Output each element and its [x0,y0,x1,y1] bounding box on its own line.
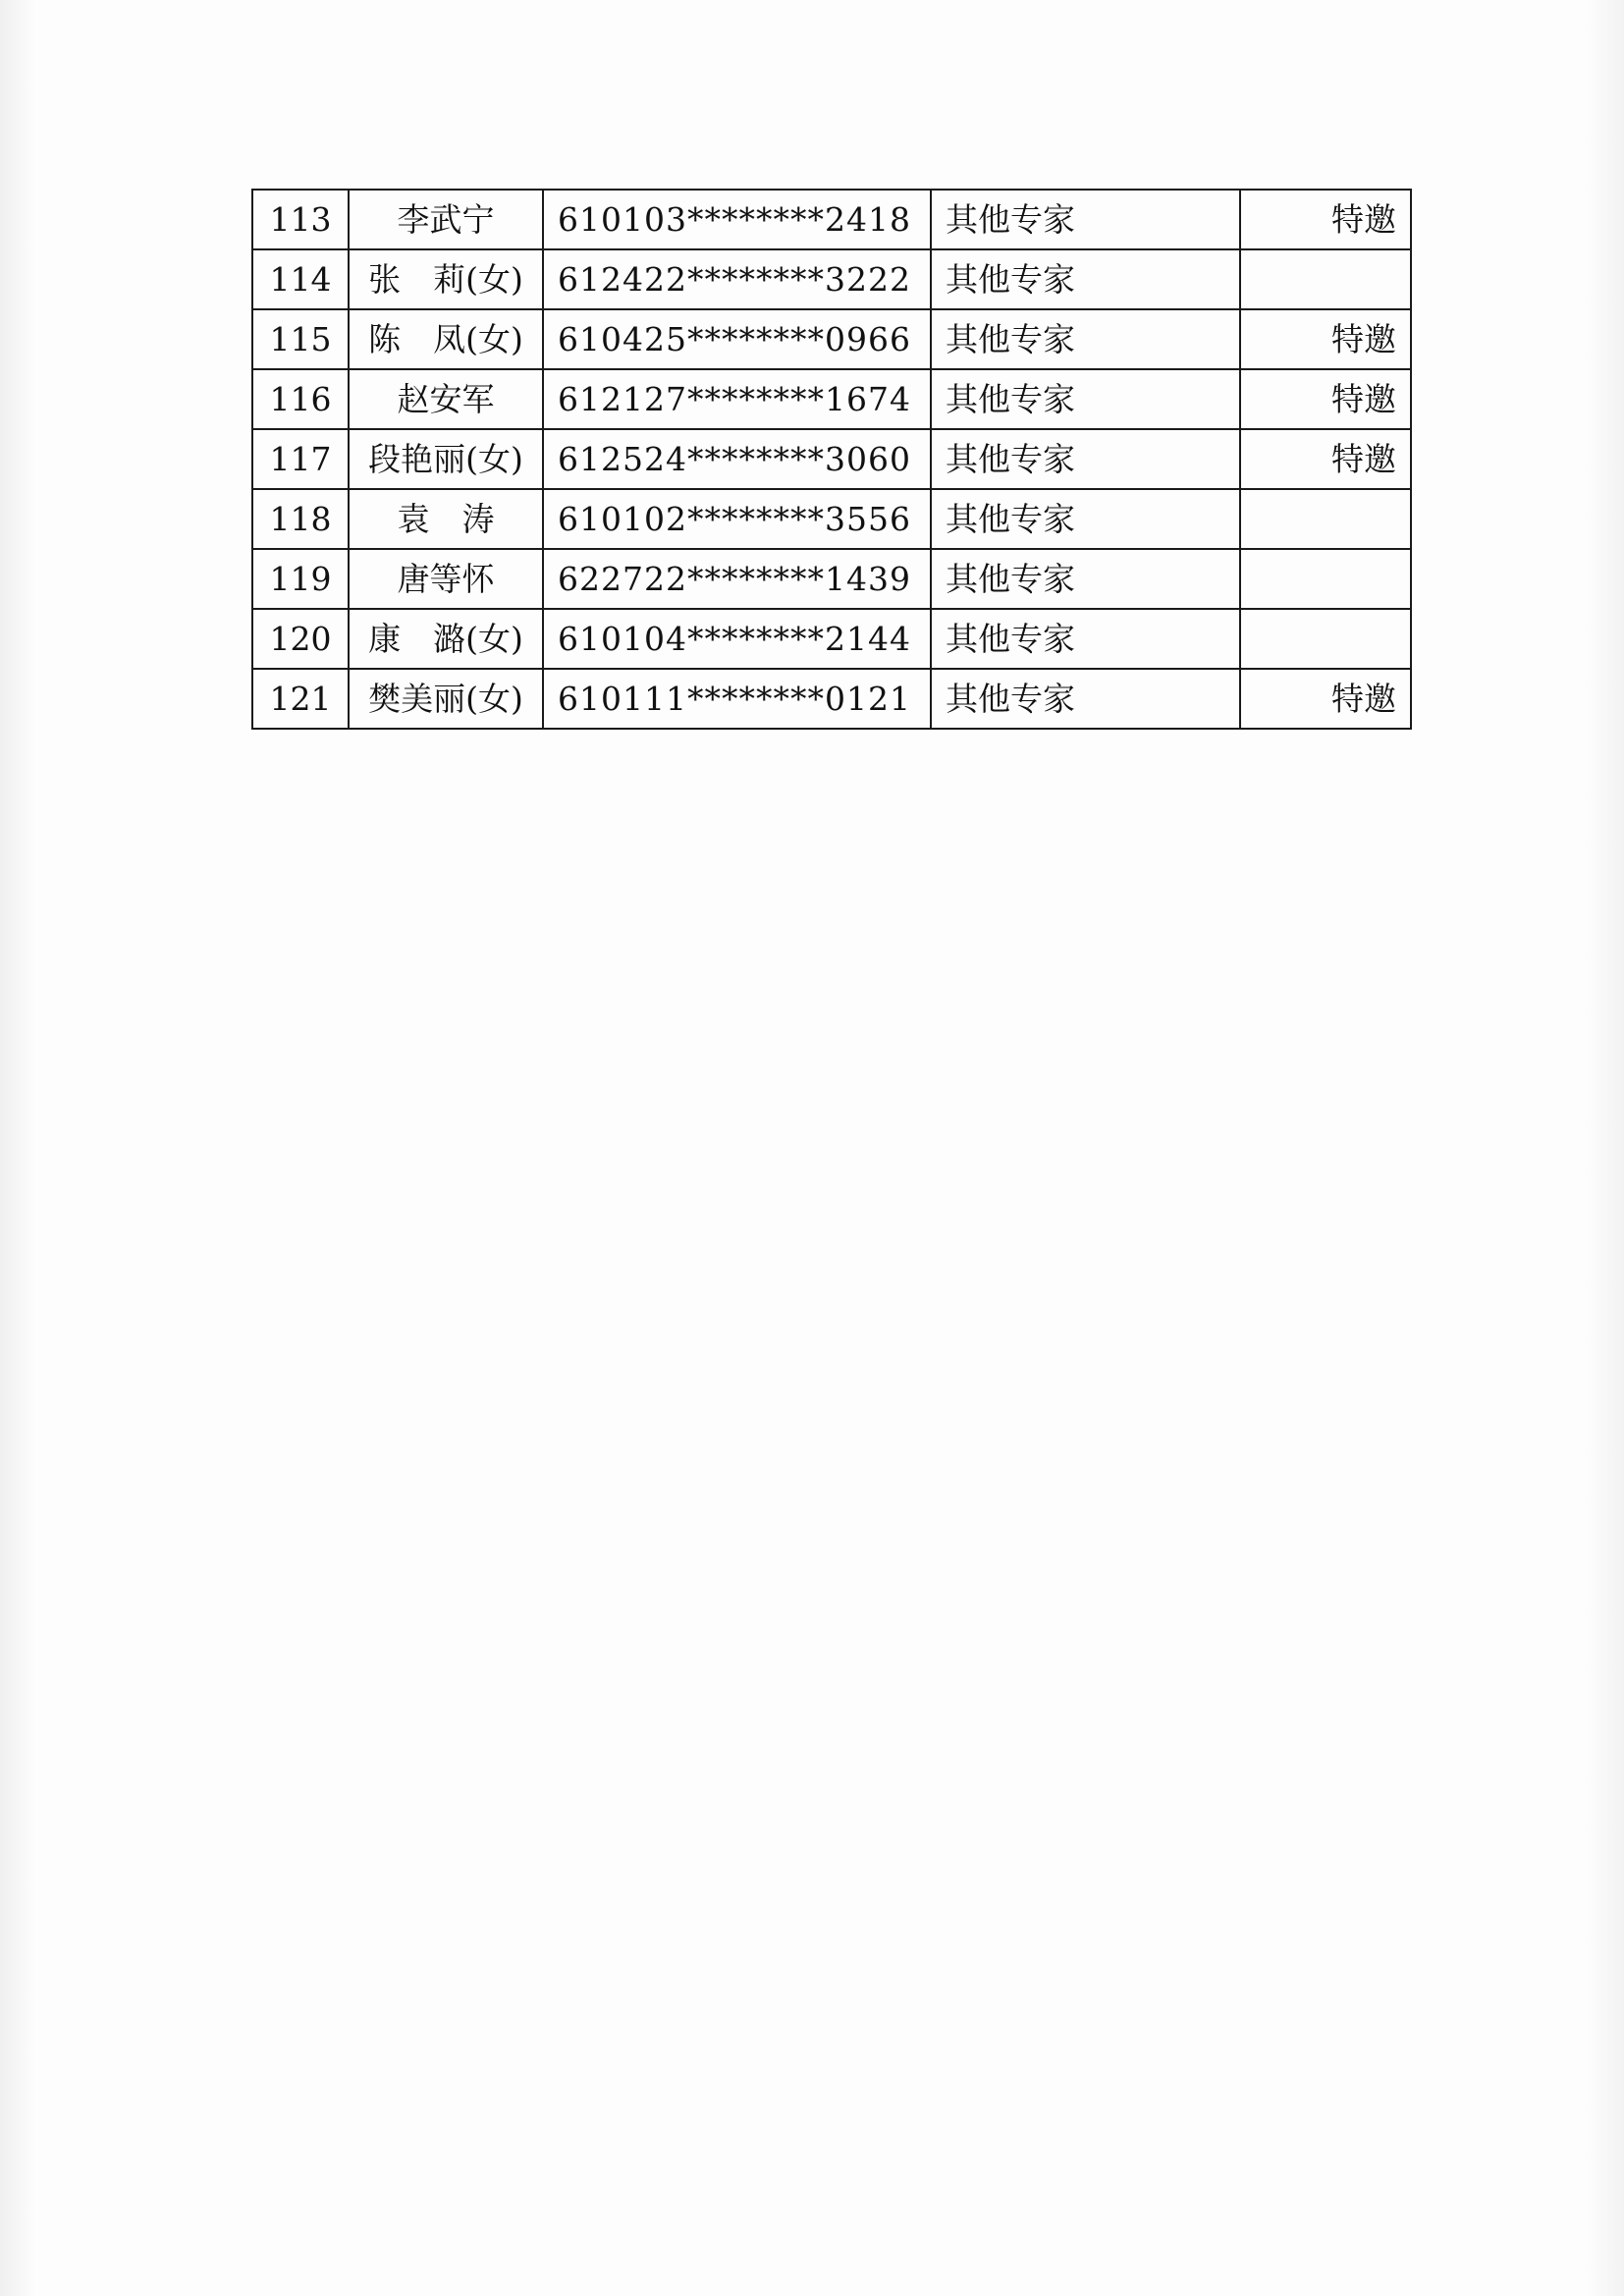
expert-category: 其他专家 [931,249,1240,309]
table-row [252,609,1411,669]
id-number: 612524********3060 [543,429,931,489]
remark [1240,249,1411,309]
scan-edge-right [1585,0,1624,2296]
remark [1240,489,1411,549]
person-name: 唐等怀 [349,549,543,609]
scan-edge-left [0,0,35,2296]
expert-category: 其他专家 [931,549,1240,609]
expert-category: 其他专家 [931,190,1240,249]
id-number: 610425********0966 [543,309,931,369]
person-name: 段艳丽(女) [349,429,543,489]
row-number: 120 [252,609,349,669]
row-number: 116 [252,369,349,429]
person-name: 李武宁 [349,190,543,249]
expert-category: 其他专家 [931,369,1240,429]
id-number: 610103********2418 [543,190,931,249]
remark: 特邀 [1240,429,1411,489]
person-name: 樊美丽(女) [349,669,543,729]
table-row [252,249,1411,309]
person-name: 赵安军 [349,369,543,429]
person-name: 陈 凤(女) [349,309,543,369]
remark: 特邀 [1240,669,1411,729]
row-number: 118 [252,489,349,549]
person-name: 康 潞(女) [349,609,543,669]
id-number: 612127********1674 [543,369,931,429]
row-number: 117 [252,429,349,489]
remark [1240,549,1411,609]
table-row [252,190,1411,249]
table-row [252,489,1411,549]
expert-category: 其他专家 [931,489,1240,549]
row-number: 119 [252,549,349,609]
id-number: 610102********3556 [543,489,931,549]
table-row [252,429,1411,489]
id-number: 610104********2144 [543,609,931,669]
table-row [252,309,1411,369]
person-name: 袁 涛 [349,489,543,549]
remark: 特邀 [1240,369,1411,429]
expert-category: 其他专家 [931,609,1240,669]
table-row [252,549,1411,609]
remark: 特邀 [1240,309,1411,369]
row-number: 115 [252,309,349,369]
expert-category: 其他专家 [931,309,1240,369]
id-number: 612422********3222 [543,249,931,309]
row-number: 114 [252,249,349,309]
row-number: 121 [252,669,349,729]
expert-category: 其他专家 [931,669,1240,729]
row-number: 113 [252,190,349,249]
expert-category: 其他专家 [931,429,1240,489]
id-number: 622722********1439 [543,549,931,609]
remark: 特邀 [1240,190,1411,249]
table-row [252,369,1411,429]
person-name: 张 莉(女) [349,249,543,309]
id-number: 610111********0121 [543,669,931,729]
table-row [252,669,1411,729]
remark [1240,609,1411,669]
expert-roster-table [251,189,1412,730]
